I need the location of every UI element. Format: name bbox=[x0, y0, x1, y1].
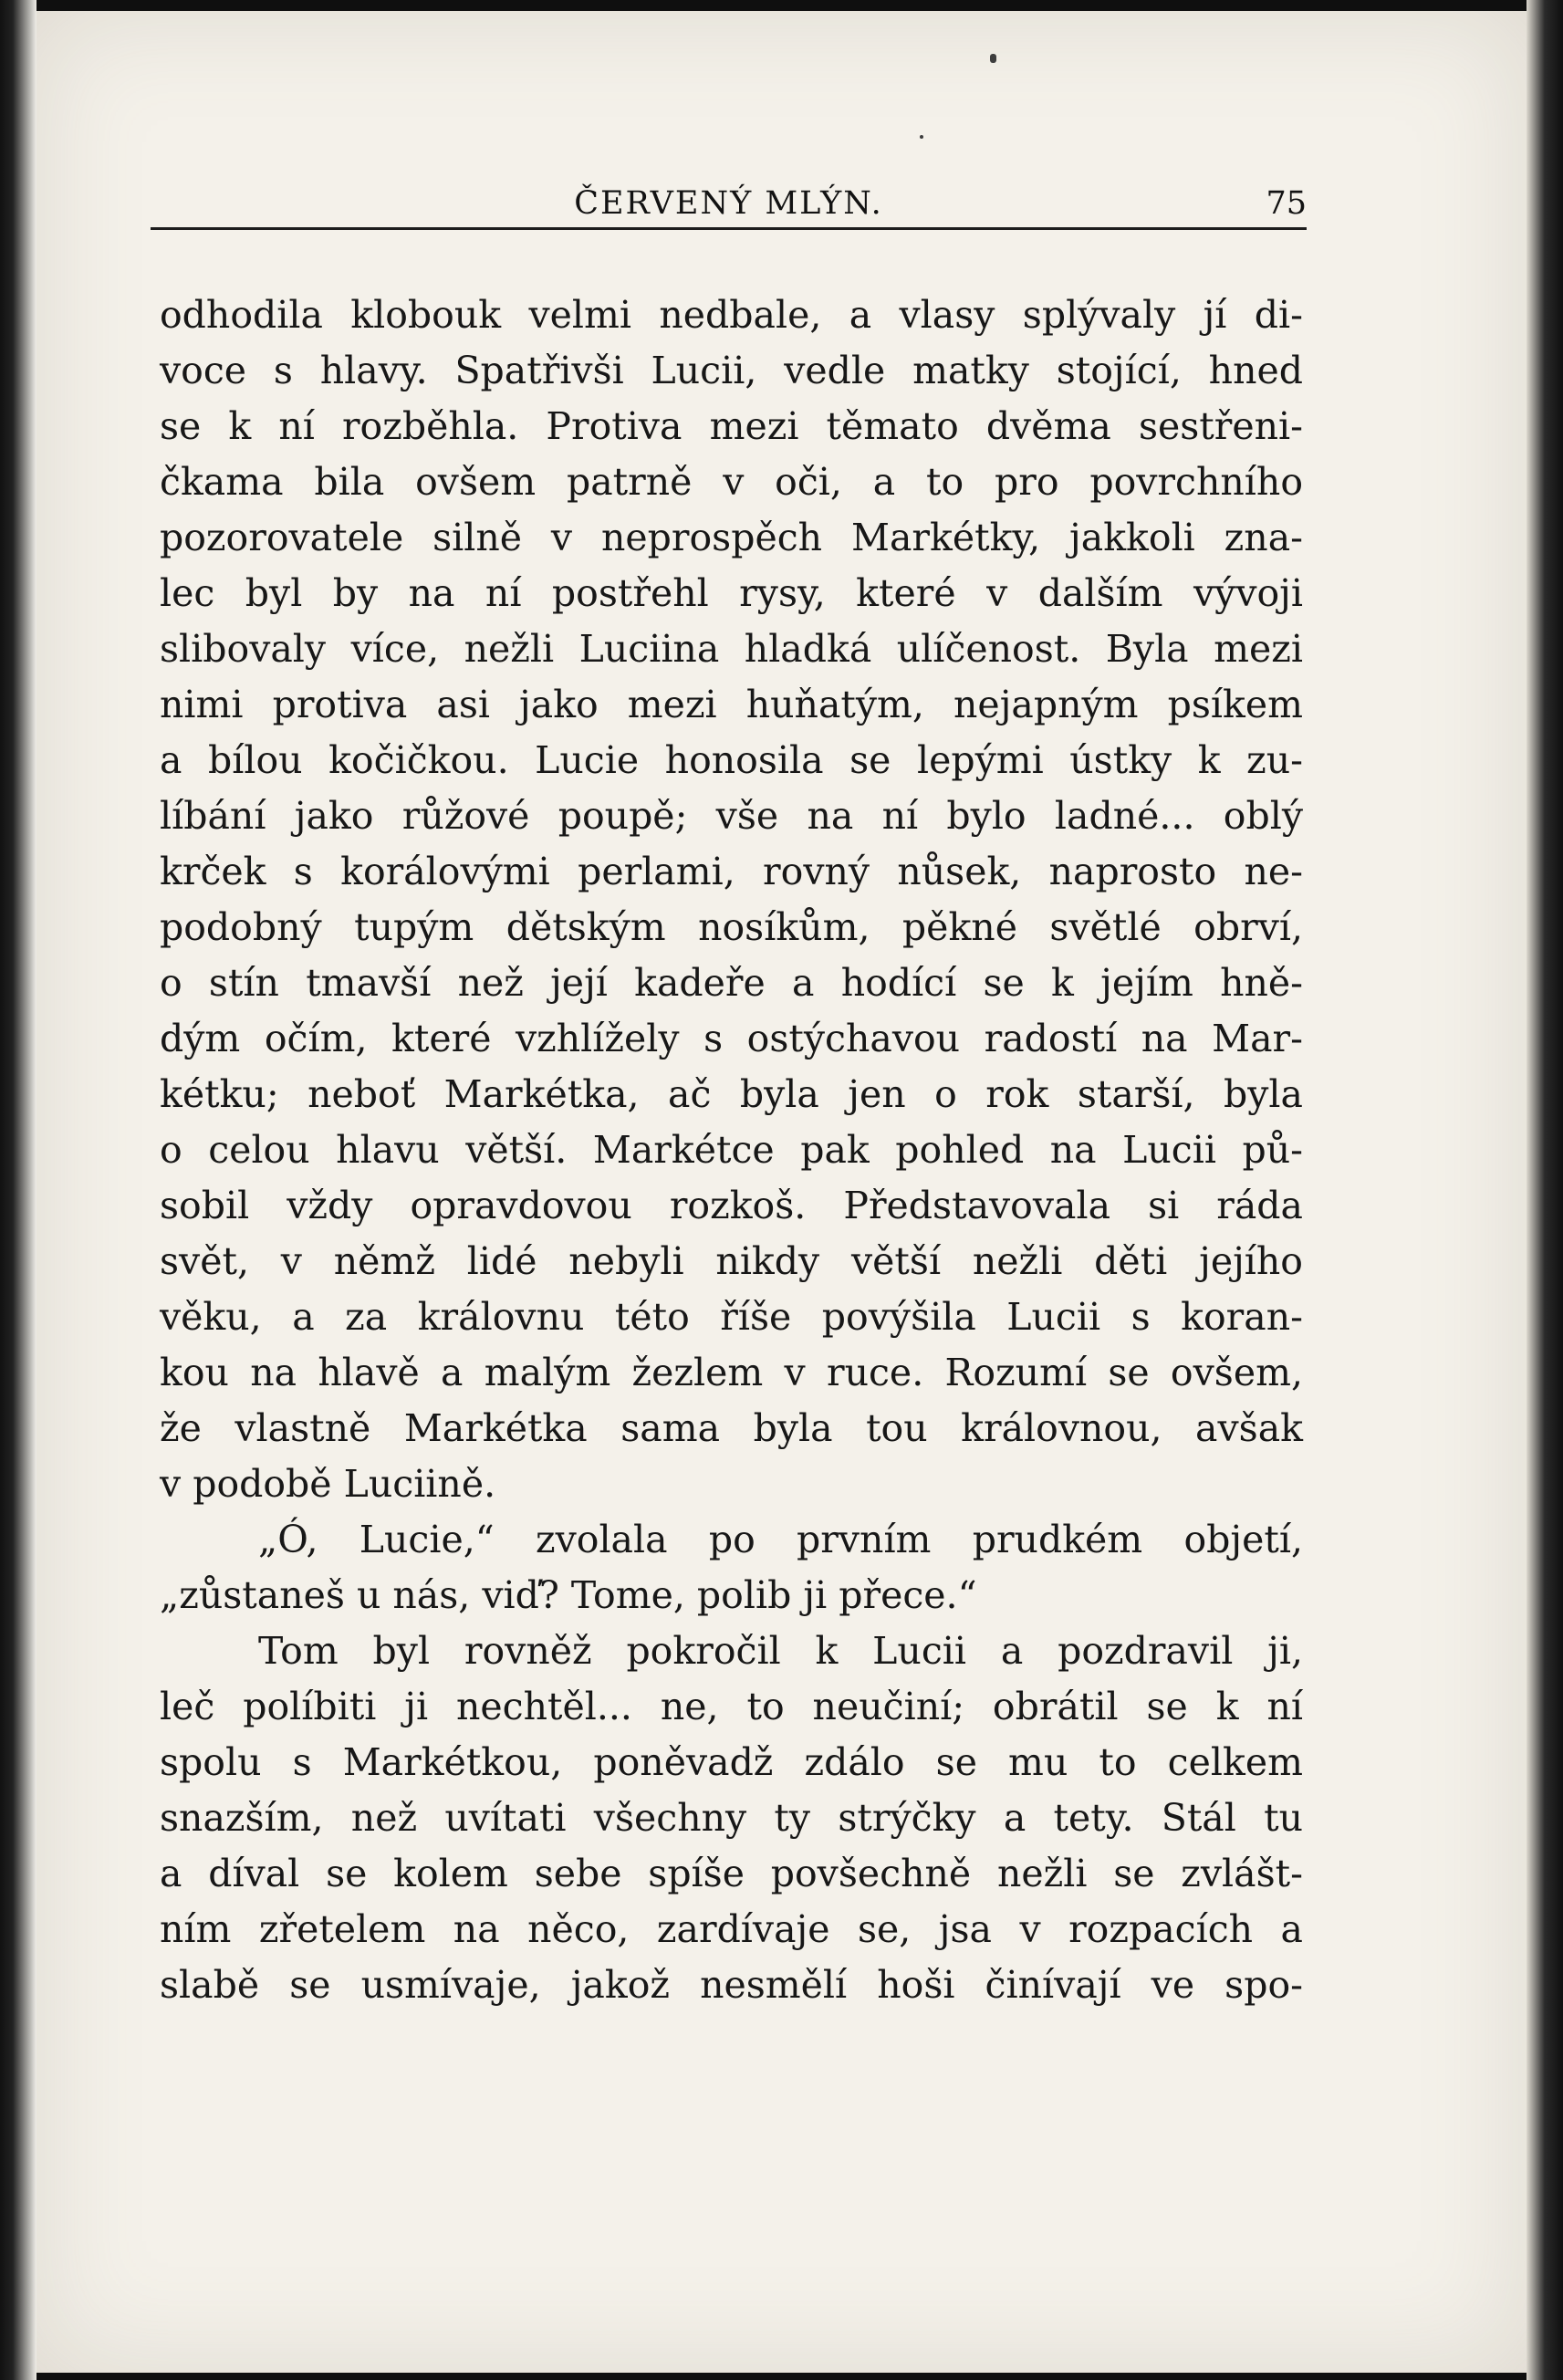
page-number: 75 bbox=[1266, 185, 1307, 222]
text-line: slibovaly více, nežli Luciina hladká ulíčenost. Byla mezi bbox=[160, 627, 1303, 671]
text-line: v podobě Luciině. bbox=[160, 1462, 496, 1506]
text-line: svět, v němž lidé nebyli nikdy větší nežli děti jejího bbox=[160, 1239, 1303, 1283]
text-line: nimi protiva asi jako mezi huňatým, nejapným psíkem bbox=[160, 683, 1303, 726]
text-line: o celou hlavu větší. Markétce pak pohled na Lucii pů- bbox=[160, 1128, 1303, 1172]
text-line: spolu s Markétkou, poněvadž zdálo se mu to celkem bbox=[160, 1740, 1303, 1784]
text-line: líbání jako růžové poupě; vše na ní bylo ladné... oblý bbox=[160, 794, 1303, 838]
text-line: a díval se kolem sebe spíše povšechně nežli se zvlášt- bbox=[160, 1852, 1303, 1895]
page-right-shadow bbox=[1527, 0, 1563, 2380]
text-line: kétku; neboť Markétka, ač byla jen o rok starší, byla bbox=[160, 1072, 1303, 1116]
ink-speck bbox=[990, 54, 996, 63]
paragraph-2 bbox=[160, 1512, 1303, 1623]
text-line: a bílou kočičkou. Lucie honosila se lepými ústky k zu- bbox=[160, 738, 1303, 782]
page-left-shadow bbox=[0, 0, 36, 2380]
text-line: lec byl by na ní postřehl rysy, které v dalším vývoji bbox=[160, 571, 1303, 615]
text-line: čkama bila ovšem patrně v oči, a to pro povrchního bbox=[160, 460, 1303, 504]
ink-speck bbox=[920, 135, 923, 139]
text-line: o stín tmavší než její kadeře a hodící se k jejím hně- bbox=[160, 961, 1303, 1005]
text-line: dým očím, které vzhlížely s ostýchavou radostí na Mar- bbox=[160, 1017, 1303, 1060]
text-line: že vlastně Markétka sama byla tou královnou, avšak bbox=[160, 1406, 1303, 1450]
text-line: krček s korálovými perlami, rovný nůsek, naprosto ne- bbox=[160, 850, 1303, 893]
text-line: Tom byl rovněž pokročil k Lucii a pozdravil ji, bbox=[258, 1629, 1303, 1673]
text-line: podobný tupým dětským nosíkům, pěkné světlé obrví, bbox=[160, 905, 1303, 949]
body-text bbox=[160, 287, 1303, 2013]
text-line: sobil vždy opravdovou rozkoš. Představovala si ráda bbox=[160, 1184, 1303, 1227]
paragraph-1 bbox=[160, 287, 1303, 1512]
text-line: leč políbiti ji nechtěl... ne, to neučiní; obrátil se k ní bbox=[160, 1685, 1303, 1728]
page-header bbox=[151, 180, 1307, 230]
text-line: ním zřetelem na něco, zardívaje se, jsa v rozpacích a bbox=[160, 1907, 1303, 1951]
text-line: „Ó, Lucie,“ zvolala po prvním prudkém objetí, bbox=[258, 1518, 1303, 1561]
text-line: kou na hlavě a malým žezlem v ruce. Rozumí se ovšem, bbox=[160, 1351, 1303, 1394]
text-line: „zůstaneš u nás, viď? Tome, polib ji přece.“ bbox=[160, 1573, 977, 1617]
text-line: se k ní rozběhla. Protiva mezi těmato dvěma sestřeni- bbox=[160, 404, 1303, 448]
text-line: odhodila klobouk velmi nedbale, a vlasy splývaly jí di- bbox=[160, 293, 1303, 337]
text-line: věku, a za královnu této říše povýšila Lucii s koran- bbox=[160, 1295, 1303, 1339]
text-line: voce s hlavy. Spatřivši Lucii, vedle matky stojící, hned bbox=[160, 349, 1303, 392]
paragraph-3 bbox=[160, 1623, 1303, 2013]
running-title: ČERVENÝ MLÝN. bbox=[574, 185, 883, 222]
book-page bbox=[36, 11, 1527, 2373]
text-line: slabě se usmívaje, jakož nesmělí hoši činívají ve spo- bbox=[160, 1963, 1303, 2007]
text-line: pozorovatele silně v neprospěch Markétky, jakkoli zna- bbox=[160, 516, 1303, 559]
text-line: snazším, než uvítati všechny ty strýčky a tety. Stál tu bbox=[160, 1796, 1303, 1840]
